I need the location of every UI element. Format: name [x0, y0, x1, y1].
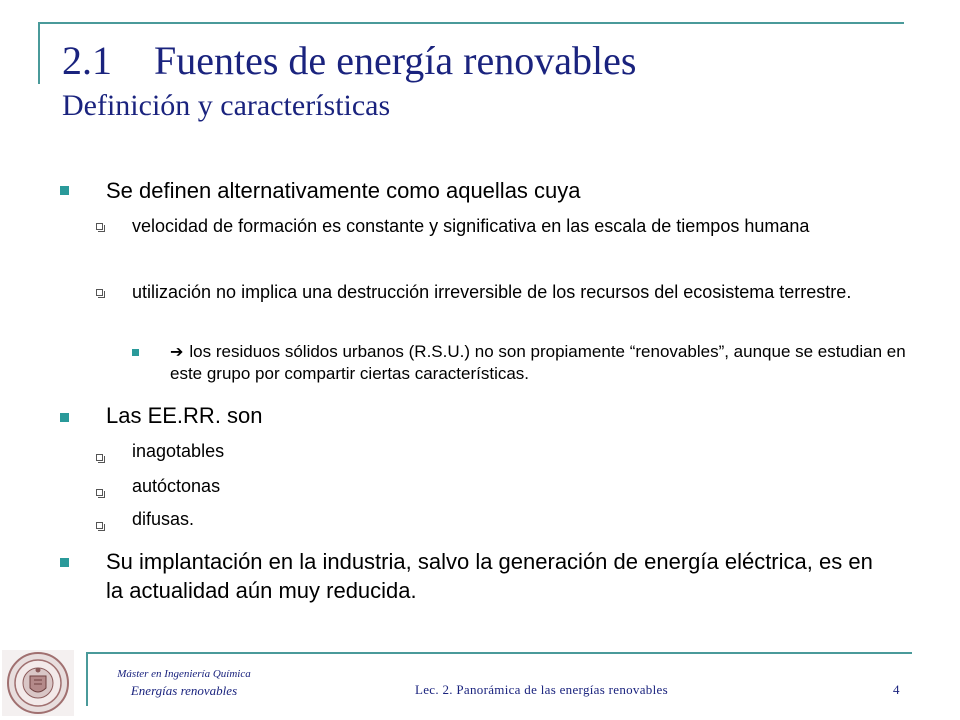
sub-bullet-text: difusas.: [132, 509, 195, 529]
footer-course: Energías renovables: [130, 683, 238, 698]
footer-vertical-divider: [86, 652, 88, 706]
sub-bullet-text: utilización no implica una destrucción irreversible de los recursos del ecosistema terrestre.: [132, 282, 852, 302]
slide-subtitle: Definición y características: [62, 89, 391, 122]
footer-lecture: Lec. 2. Panorámica de las energías renovables: [415, 682, 668, 697]
bullet-text: Su implantación en la industria, salvo la generación de energía eléctrica, es en la actualidad aún muy reducida.: [106, 549, 873, 603]
footer-divider: [86, 652, 912, 654]
sub-bullet-marker: [96, 522, 103, 529]
sub-bullet-marker: [96, 454, 103, 461]
title-frame-top: [38, 22, 904, 24]
bullet-marker: [60, 186, 69, 195]
sub-bullet-marker: [96, 489, 103, 496]
sub-bullet-marker: [96, 289, 103, 296]
bullet-marker: [60, 558, 69, 567]
right-arrow-icon: ➔: [170, 342, 184, 361]
third-level-bullet-marker: [132, 349, 139, 356]
bullet-marker: [60, 413, 69, 422]
title-frame-left: [38, 22, 40, 84]
bullet-text: Se definen alternativamente como aquellas cuya: [106, 178, 581, 203]
title-text: Fuentes de energía renovables: [154, 38, 637, 83]
sub-bullet-text: inagotables: [132, 441, 225, 461]
footer-program: Máster en Ingeniería Química: [117, 668, 251, 680]
university-seal-icon: [2, 650, 74, 716]
page-number: 4: [893, 682, 900, 697]
bullet-text: Las EE.RR. son: [106, 403, 263, 428]
sub-bullet-marker: [96, 223, 103, 230]
third-level-bullet-text: [170, 341, 930, 385]
sub-bullet-text: autóctonas: [132, 476, 221, 496]
title-number: 2.1: [62, 38, 112, 83]
sub-bullet-text: velocidad de formación es constante y significativa en las escala de tiempos humana: [132, 216, 810, 236]
third-level-bullet-content: los residuos sólidos urbanos (R.S.U.) no son propiamente “renovables”, aunque se estudian en este grupo por compartir ciertas características.: [170, 342, 906, 383]
slide-title: [62, 38, 636, 84]
